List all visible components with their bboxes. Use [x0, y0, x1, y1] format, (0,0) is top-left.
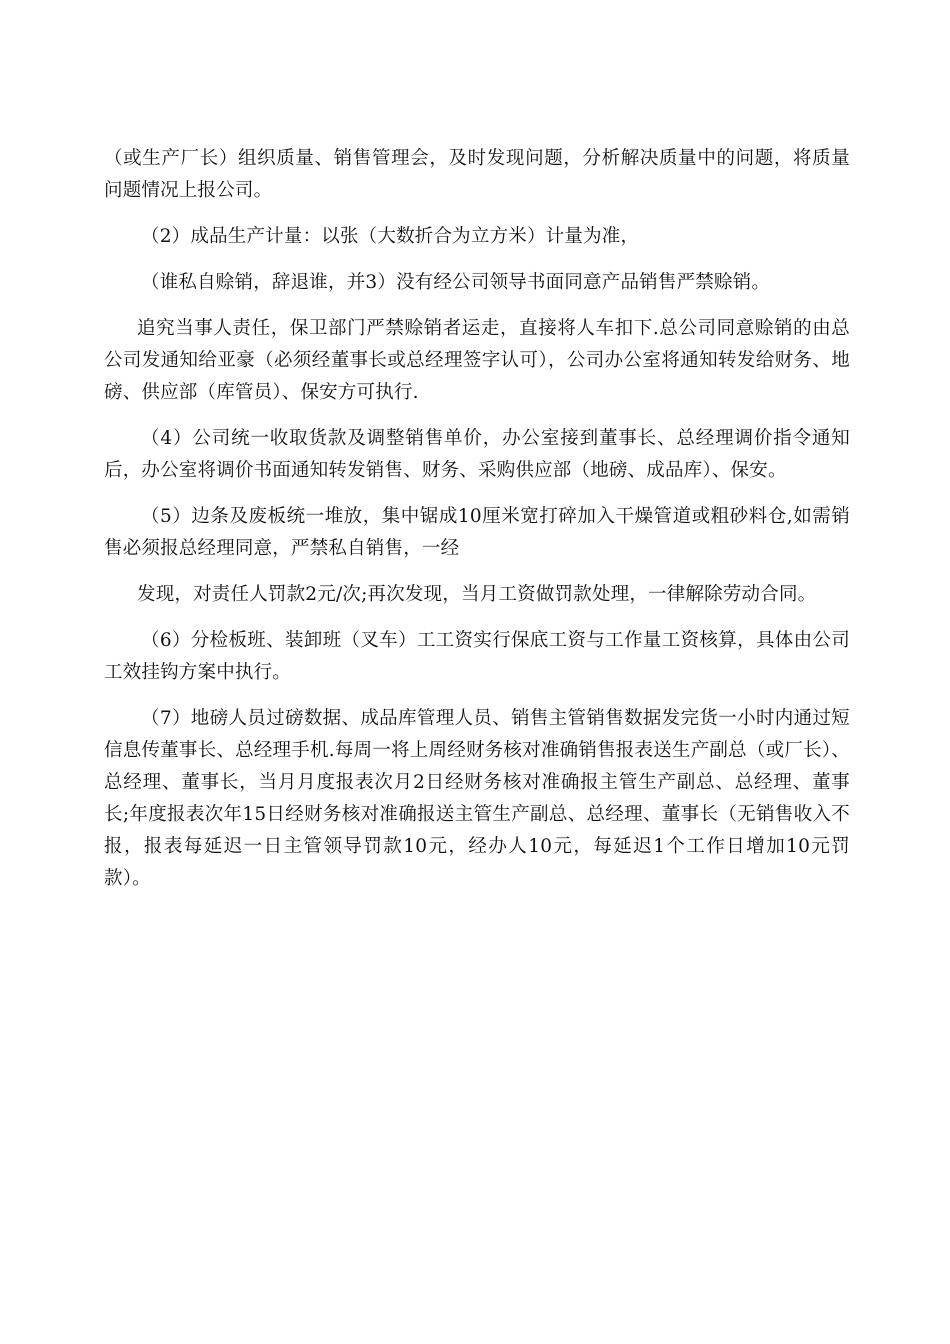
paragraph-credit-sales-ban: （谁私自赊销，辞退谁，并3）没有经公司领导书面同意产品销售严禁赊销。	[141, 272, 771, 293]
document-body	[104, 143, 850, 909]
paragraph-scrap-handling: （5）边条及废板统一堆放，集中锯成10厘米宽打碎加入干燥管道或粗砂料仓,如需销售必须报总经理同意，严禁私自销售，一经	[104, 506, 850, 559]
paragraph-payment-pricing: （4）公司统一收取货款及调整销售单价，办公室接到董事长、总经理调价指令通知后，办公室将调价书面通知转发销售、财务、采购供应部（地磅、成品库）、保安。	[104, 428, 850, 481]
paragraph-accountability: 追究当事人责任，保卫部门严禁赊销者运走，直接将人车扣下.总公司同意赊销的由总公司发通知给亚豪（必须经董事长或总经理签字认可），公司办公室将通知转发给财务、地磅、供应部（库管员）、保安方可执行.	[104, 318, 850, 403]
paragraph-quality-meeting: （或生产厂长）组织质量、销售管理会，及时发现问题，分析解决质量中的问题，将质量问题情况上报公司。	[104, 148, 850, 201]
paragraph-wage-calculation: （6）分检板班、装卸班（叉车）工工资实行保底工资与工作量工资核算，具体由公司工效挂钩方案中执行。	[104, 630, 850, 683]
paragraph-reporting: （7）地磅人员过磅数据、成品库管理人员、销售主管销售数据发完货一小时内通过短信息传董事长、总经理手机.每周一将上周经财务核对准确销售报表送生产副总（或厂长）、总经理、董事长，当月月度报表次月2日经财务核对准确报主管生产副总、总经理、董事长;年度报表次年15日经财务核对准确报送主管生产副总、总经理、董事长（无销售收入不报，报表每延迟一日主管领导罚款10元，经办人10元，每延迟1个工作日增加10元罚款）。	[104, 708, 850, 889]
paragraph-penalty: 发现，对责任人罚款2元/次;再次发现，当月工资做罚款处理，一律解除劳动合同。	[137, 584, 817, 605]
paragraph-production-measurement: （2）成品生产计量：以张（大数折合为立方米）计量为准，	[141, 226, 640, 247]
